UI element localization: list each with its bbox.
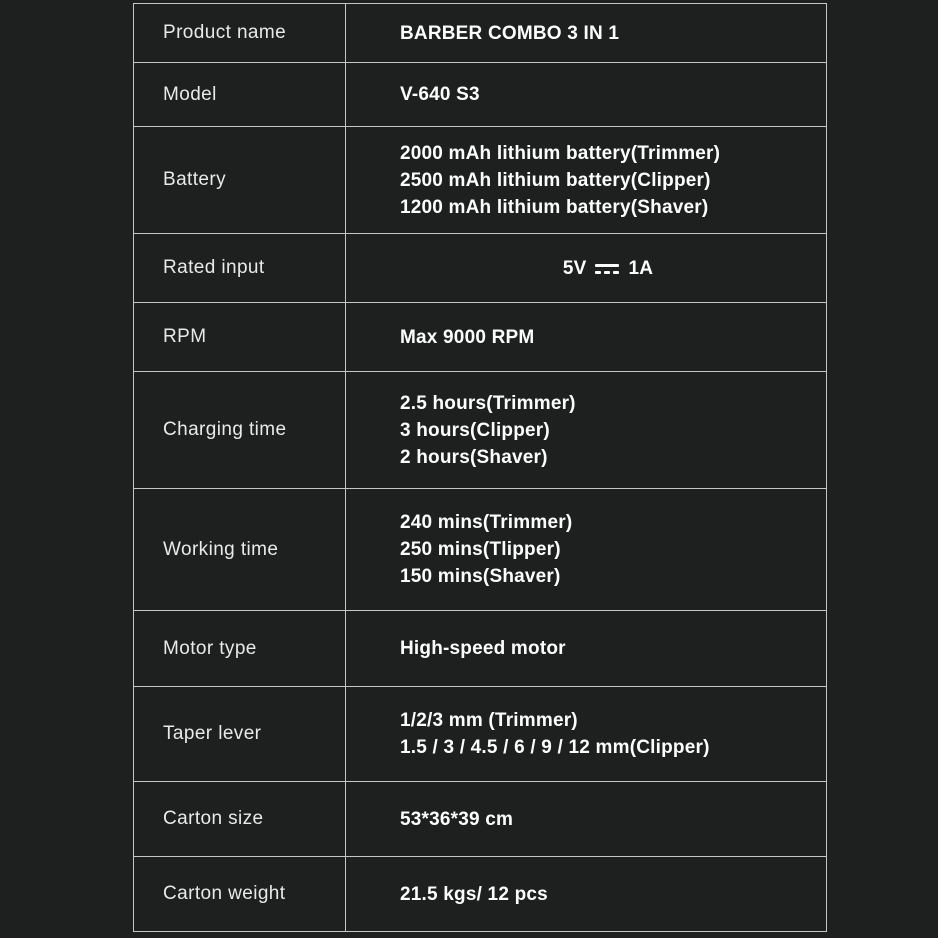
spec-label: Carton size [134, 782, 346, 856]
spec-value-line: 53*36*39 cm [400, 808, 514, 830]
spec-value [346, 372, 826, 488]
spec-row-battery [134, 127, 826, 234]
spec-label: Carton weight [134, 857, 346, 931]
spec-label: Working time [134, 489, 346, 610]
spec-label: Motor type [134, 611, 346, 686]
spec-value-line: 250 mins(Tlipper) [400, 539, 561, 560]
spec-label: RPM [134, 303, 346, 371]
spec-row-motor-type [134, 611, 826, 687]
spec-value [346, 687, 826, 781]
spec-label: Battery [134, 127, 346, 233]
spec-value-line: Max 9000 RPM [400, 326, 535, 348]
spec-value-line: 2.5 hours(Trimmer) [400, 392, 576, 414]
spec-value [346, 127, 826, 233]
spec-value-line: 1.5 / 3 / 4.5 / 6 / 9 / 12 mm(Clipper) [400, 737, 710, 758]
spec-row-rated-input [134, 234, 826, 303]
spec-table [133, 3, 827, 932]
spec-label: Rated input [134, 234, 346, 302]
spec-value-line: 1/2/3 mm (Trimmer) [400, 710, 578, 731]
spec-value [346, 303, 826, 371]
spec-value [346, 857, 826, 931]
spec-label: Taper lever [134, 687, 346, 781]
spec-value-line: 2000 mAh lithium battery(Trimmer) [400, 142, 721, 164]
spec-value-part: 5V [562, 257, 587, 279]
spec-value-line: High-speed motor [400, 638, 566, 659]
spec-row-working-time [134, 489, 826, 611]
spec-value-line: 21.5 kgs/ 12 pcs [400, 883, 548, 905]
spec-value-line: 150 mins(Shaver) [400, 566, 561, 587]
spec-value [346, 782, 826, 856]
spec-value-line: BARBER COMBO 3 IN 1 [400, 22, 620, 44]
spec-row-taper-lever [134, 687, 826, 782]
spec-value [346, 4, 826, 62]
spec-value-line: 3 hours(Clipper) [400, 419, 550, 441]
spec-value [346, 234, 826, 302]
spec-row-rpm [134, 303, 826, 372]
spec-row-model [134, 63, 826, 127]
spec-row-carton-size [134, 782, 826, 857]
spec-value [346, 63, 826, 126]
spec-row-product-name [134, 4, 826, 63]
spec-label: Model [134, 63, 346, 126]
spec-value-line: V-640 S3 [400, 84, 480, 105]
spec-row-carton-weight [134, 857, 826, 931]
spec-value-line: 2 hours(Shaver) [400, 446, 548, 468]
spec-value [346, 611, 826, 686]
spec-value-line: 1200 mAh lithium battery(Shaver) [400, 196, 709, 218]
spec-value-line: 2500 mAh lithium battery(Clipper) [400, 169, 711, 191]
spec-label: Product name [134, 4, 346, 62]
spec-row-charging-time [134, 372, 826, 489]
spec-value-part: 1A [628, 257, 654, 279]
spec-value-line: 240 mins(Trimmer) [400, 512, 573, 533]
spec-label: Charging time [134, 372, 346, 488]
dc-symbol-icon [595, 264, 619, 274]
spec-value [346, 489, 826, 610]
